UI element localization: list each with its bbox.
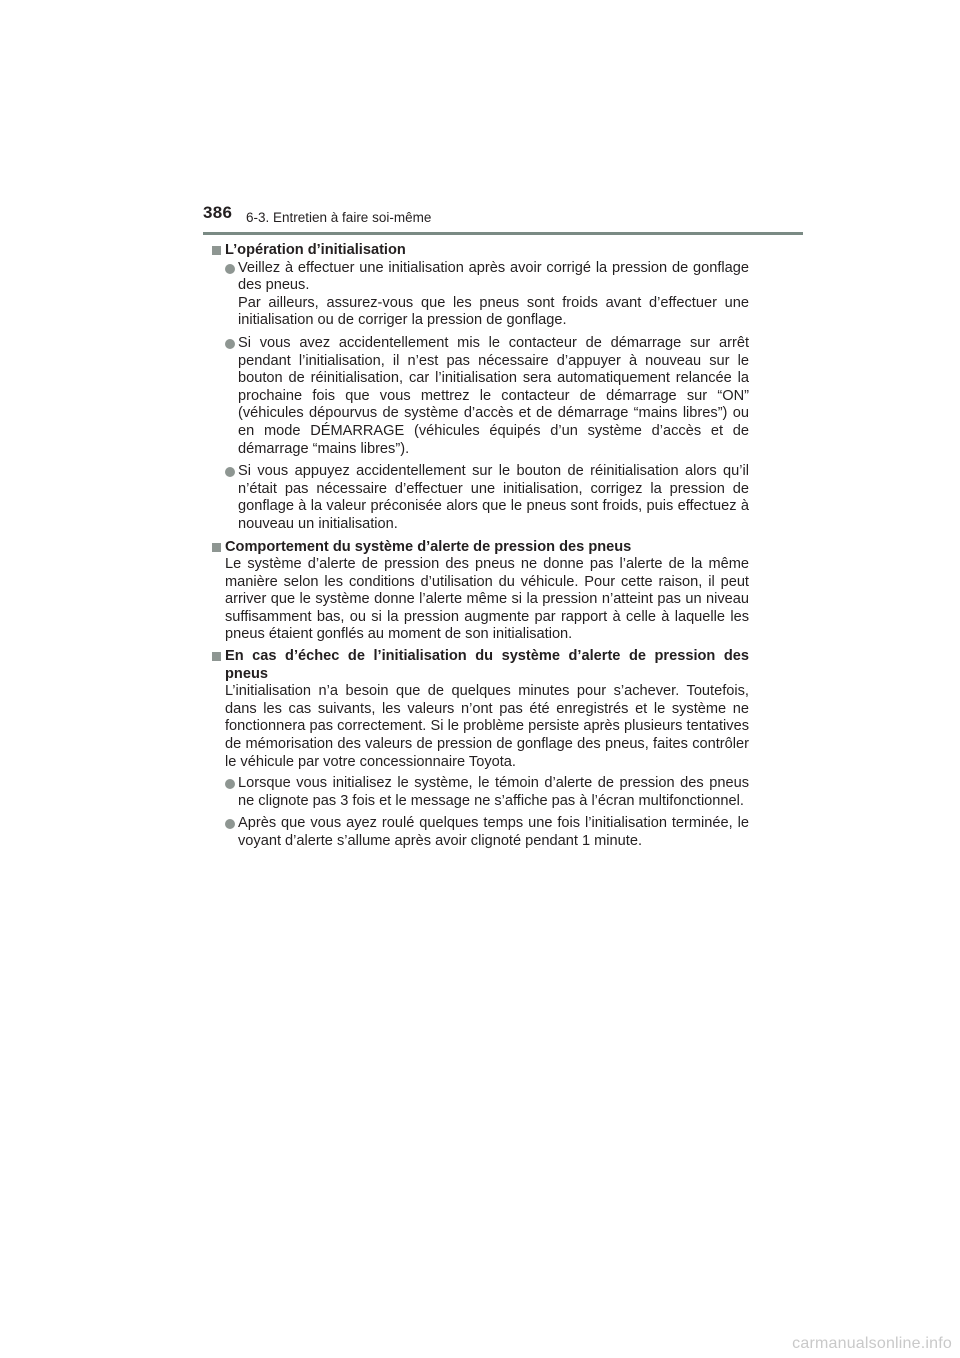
paragraph	[212, 556, 749, 644]
bullet-text: Si vous appuyez accidentellement sur le bouton de réinitialisation alors qu’il n’était pas nécessaire d’effectuer une initialisation, corrigez la pression de gonflage à la valeur préconisée alors que le pneus sont froids, puis effectuez à nouveau un initialisation.	[238, 463, 749, 532]
list-item	[212, 335, 749, 458]
section-heading-text: En cas d’échec de l’initialisation du système d’alerte de pression des pneus	[225, 648, 749, 682]
list-item	[212, 260, 749, 330]
round-bullet-icon	[225, 779, 235, 789]
page-number: 386	[203, 203, 233, 222]
page-header	[203, 203, 803, 237]
square-bullet-icon	[212, 652, 221, 661]
list-item	[212, 815, 749, 850]
paragraph-text: L’initialisation n’a besoin que de quelques minutes pour s’achever. Toutefois, dans les cas suivants, les valeurs n’ont pas été enregistrés et le système ne fonctionnera pas correctement. Si le problème persiste après plusieurs tentatives de mémorisation des valeurs de pression de gonflage des pneus, faites contrôler le véhicule par votre concessionnaire Toyota.	[225, 683, 749, 770]
bullet-text: Par ailleurs, assurez-vous que les pneus sont froids avant d’effectuer une initialisation ou de corriger la pression de gonflage.	[238, 294, 749, 329]
section-heading-text: Comportement du système d’alerte de pression des pneus	[225, 538, 632, 555]
square-bullet-icon	[212, 543, 221, 552]
round-bullet-icon	[225, 467, 235, 477]
paragraph-text: Le système d’alerte de pression des pneus ne donne pas l’alerte de la même manière selon les conditions d’utilisation du véhicule. Pour cette raison, il peut arriver que le système donne l’alerte même si la pression n’atteint pas un niveau suffisamment bas, ou si la pression augmente par rapport à celle à laquelle les pneus étaient gonflés au moment de son initialisation.	[225, 556, 749, 643]
header-rule	[203, 232, 803, 235]
square-bullet-icon	[212, 246, 221, 255]
watermark: carmanualsonline.info	[792, 1335, 952, 1352]
section-comportement	[212, 539, 749, 645]
section-heading-text: L’opération d’initialisation	[225, 242, 406, 258]
bullet-text: Lorsque vous initialisez le système, le témoin d’alerte de pression des pneus ne clignote pas 3 fois et le message ne s’affiche pas à l’écran multifonctionnel.	[238, 775, 749, 809]
section-echec	[212, 648, 749, 851]
bullet-text: Après que vous ayez roulé quelques temps une fois l’initialisation terminée, le voyant d’alerte s’allume après avoir clignoté pendant 1 minute.	[238, 815, 749, 849]
bullet-text: Si vous avez accidentellement mis le contacteur de démarrage sur arrêt pendant l’initialisation, il n’est pas nécessaire d’appuyer à nouveau sur le bouton de réinitialisation, car l’initialisation sera automatiquement relancée la prochaine fois que vous mettrez le contacteur de démarrage sur “ON” (véhicules dépourvus de système d’accès et de démarrage “mains libres”) ou en mode DÉMARRAGE (véhicules équipés d’un système d’accès et de démarrage “mains libres”).	[238, 334, 749, 457]
page-content	[212, 242, 749, 856]
list-item	[212, 463, 749, 533]
section-heading	[212, 242, 749, 260]
bullet-text: Veillez à effectuer une initialisation après avoir corrigé la pression de gonflage des pneus.	[238, 259, 749, 294]
round-bullet-icon	[225, 819, 235, 829]
paragraph	[212, 683, 749, 771]
section-initialisation	[212, 242, 749, 534]
list-item	[212, 775, 749, 810]
section-heading	[212, 539, 749, 557]
section-title: 6-3. Entretien à faire soi-même	[246, 210, 432, 225]
round-bullet-icon	[225, 339, 235, 349]
round-bullet-icon	[225, 264, 235, 274]
section-heading	[212, 648, 749, 683]
